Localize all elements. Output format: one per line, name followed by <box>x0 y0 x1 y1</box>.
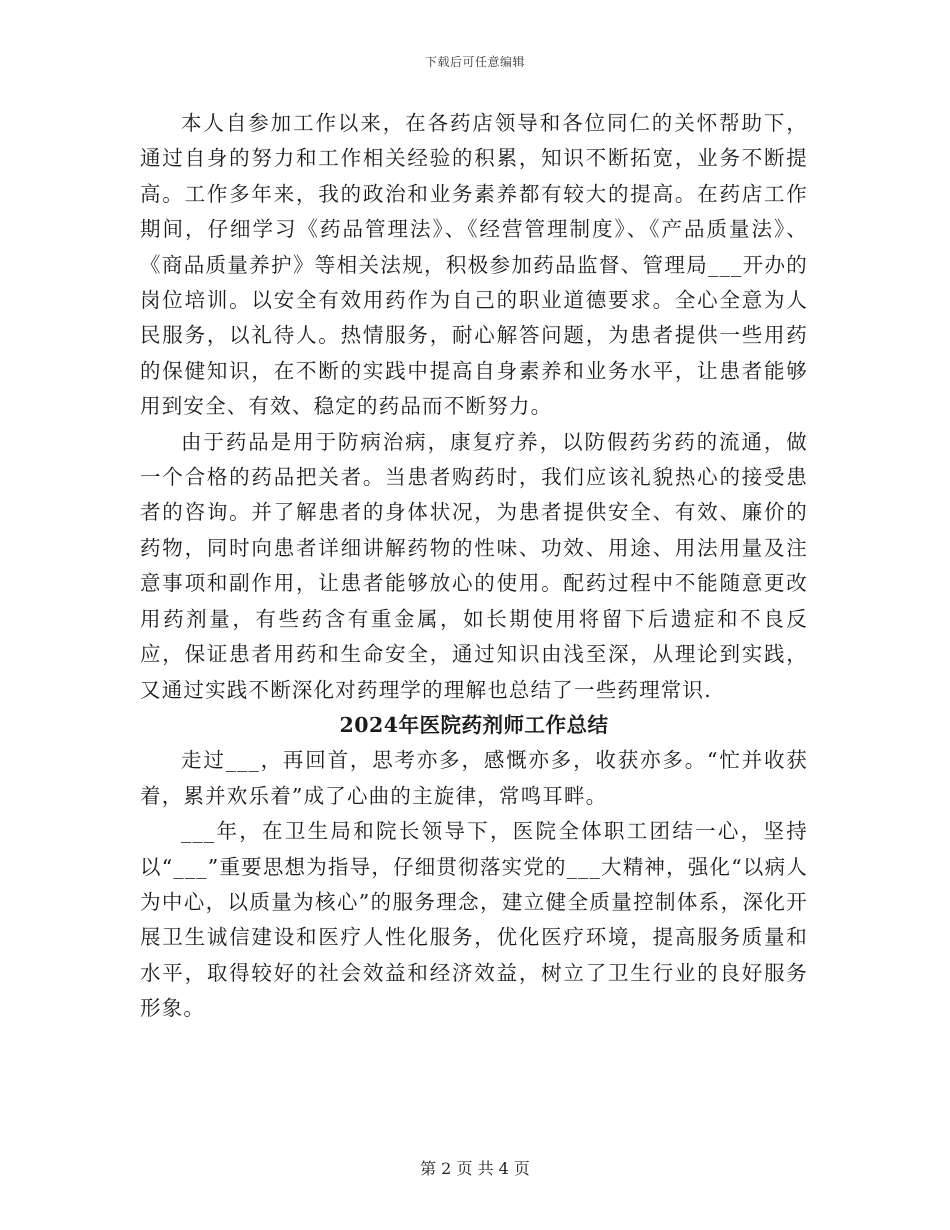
document-body <box>140 106 808 1027</box>
body-paragraph-2: 由于药品是用于防病治病，康复疗养，以防假药劣药的流通，做一个合格的药品把关者。当患者购药时，我们应该礼貌热心的接受患者的咨询。并了解患者的身体状况，为患者提供安全、有效、廉价的药物，同时向患者详细讲解药物的性味、功效、用途、用法用量及注意事项和副作用，让患者能够放心的使用。配药过程中不能随意更改用药剂量，有些药含有重金属，如长期使用将留下后遗症和不良反应，保证患者用药和生命安全，通过知识由浅至深，从理论到实践，又通过实践不断深化对药理学的理解也总结了一些药理常识. <box>140 429 808 702</box>
section-paragraph-2: ___年，在卫生局和院长领导下，医院全体职工团结一心，坚持以“___”重要思想为指导，仔细贯彻落实党的___大精神，强化“以病人为中心，以质量为核心”的服务理念，建立健全质量控制体系，深化开展卫生诚信建设和医疗人性化服务，优化医疗环境，提高服务质量和水平，取得较好的社会效益和经济效益，树立了卫生行业的良好服务形象。 <box>140 819 808 1021</box>
header-note: 下载后可任意编辑 <box>424 55 525 69</box>
body-paragraph-1: 本人自参加工作以来，在各药店领导和各位同仁的关怀帮助下，通过自身的努力和工作相关经验的积累，知识不断拓宽，业务不断提高。工作多年来，我的政治和业务素养都有较大的提高。在药店工作期间，仔细学习《药品管理法》、《经营管理制度》、《产品质量法》、《商品质量养护》等相关法规，积极参加药品监督、管理局___开办的岗位培训。以安全有效用药作为自己的职业道德要求。全心全意为人民服务，以礼待人。热情服务，耐心解答问题，为患者提供一些用药的保健知识，在不断的实践中提高自身素养和业务水平，让患者能够用到安全、有效、稳定的药品而不断努力。 <box>140 111 808 419</box>
page-indicator: 第 2 页 共 4 页 <box>420 1159 530 1178</box>
section-paragraph-1: 走过___，再回首，思考亦多，感慨亦多，收获亦多。“忙并收获着，累并欢乐着”成了心曲的主旋律，常鸣耳畔。 <box>140 748 808 808</box>
section-title: 2024年医院药剂师工作总结 <box>339 712 609 737</box>
